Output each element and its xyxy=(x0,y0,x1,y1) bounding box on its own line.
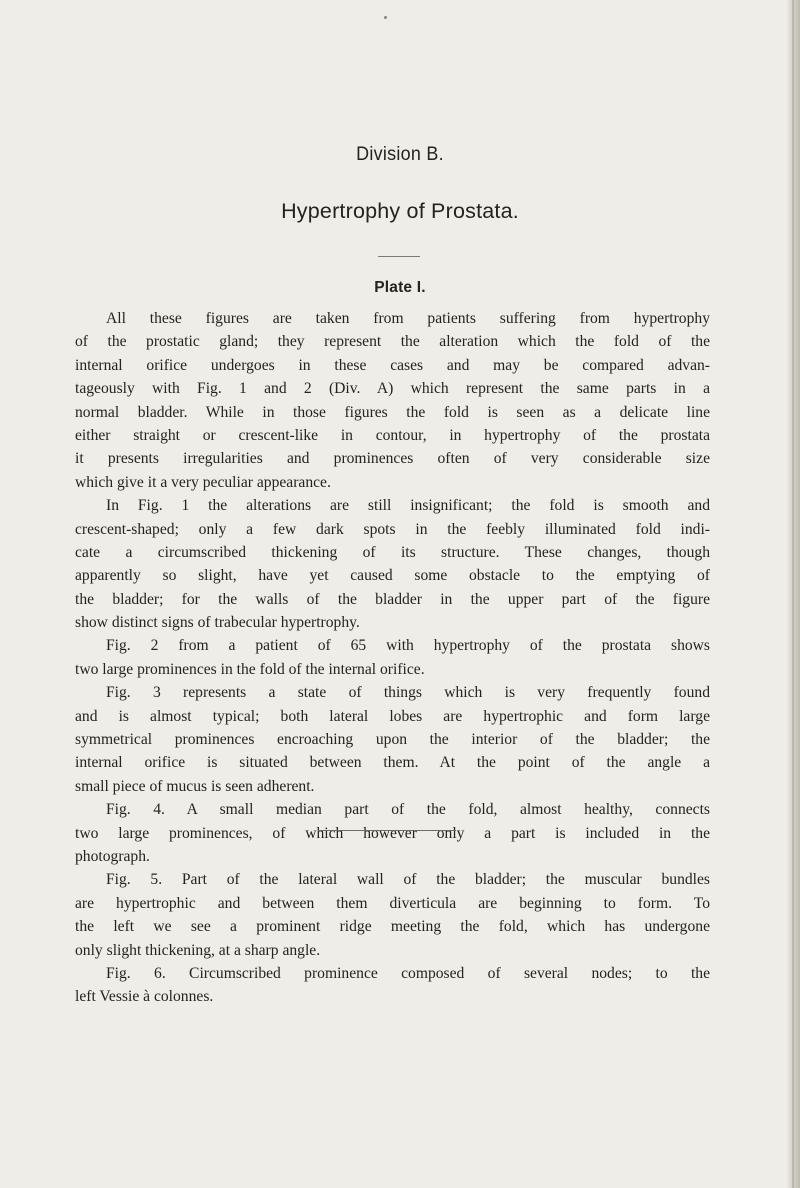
text-line: the left we see a prominent ridge meeting the fold, which has undergone xyxy=(75,918,710,936)
text-line: left Vessie à colonnes. xyxy=(75,988,214,1006)
text-line: photograph. xyxy=(75,847,150,865)
closing-divider xyxy=(318,830,456,831)
text-line: symmetrical prominences encroaching upon the interior of the bladder; the xyxy=(75,731,710,749)
text-line: Fig. 6. Circumscribed prominence composed of several nodes; to the xyxy=(106,964,710,982)
page-edge-shadow xyxy=(786,0,800,1188)
text-line: show distinct signs of trabecular hypertrophy. xyxy=(75,614,360,632)
text-line: of the prostatic gland; they represent the alteration which the fold of the xyxy=(75,333,710,351)
text-line: cate a circumscribed thickening of its structure. These changes, though xyxy=(75,543,710,561)
text-line: are hypertrophic and between them diverticula are beginning to form. To xyxy=(75,894,710,912)
text-line: which give it a very peculiar appearance. xyxy=(75,473,331,491)
text-line: In Fig. 1 the alterations are still insignificant; the fold is smooth and xyxy=(106,497,710,515)
text-line: crescent-shaped; only a few dark spots in the feebly illuminated fold indi- xyxy=(75,520,710,538)
plate-heading: Plate I. xyxy=(374,279,426,296)
division-heading: Division B. xyxy=(356,143,444,165)
text-line: either straight or crescent-like in contour, in hypertrophy of the prostata xyxy=(75,426,710,444)
text-line: two large prominences in the fold of the internal orifice. xyxy=(75,660,425,678)
page-title: Hypertrophy of Prostata. xyxy=(281,199,519,223)
text-line: Fig. 5. Part of the lateral wall of the bladder; the muscular bundles xyxy=(106,871,710,889)
text-line: the bladder; for the walls of the bladder in the upper part of the figure xyxy=(75,590,710,608)
text-line: internal orifice undergoes in these cases and may be compared advan- xyxy=(75,356,710,374)
text-line: and is almost typical; both lateral lobes are hypertrophic and form large xyxy=(75,707,710,725)
paper-speck xyxy=(384,16,387,19)
text-line: only slight thickening, at a sharp angle. xyxy=(75,941,321,959)
text-line: two large prominences, of which however only a part is included in the xyxy=(75,824,710,842)
text-line: apparently so slight, have yet caused some obstacle to the emptying of xyxy=(75,567,710,585)
text-line: internal orifice is situated between them. At the point of the angle a xyxy=(75,754,710,772)
body-text xyxy=(75,307,710,1009)
text-line: small piece of mucus is seen adherent. xyxy=(75,777,315,795)
text-line: tageously with Fig. 1 and 2 (Div. A) which represent the same parts in a xyxy=(75,380,710,398)
text-line: Fig. 4. A small median part of the fold, almost healthy, connects xyxy=(106,801,710,819)
text-line: Fig. 3 represents a state of things which is very frequently found xyxy=(106,684,710,702)
text-line: All these figures are taken from patients suffering from hypertrophy xyxy=(106,310,710,327)
text-line: Fig. 2 from a patient of 65 with hypertrophy of the prostata shows xyxy=(106,637,710,655)
title-divider xyxy=(378,256,420,257)
text-line: normal bladder. While in those figures the fold is seen as a delicate line xyxy=(75,403,710,421)
text-line: it presents irregularities and prominences often of very considerable size xyxy=(75,450,710,468)
